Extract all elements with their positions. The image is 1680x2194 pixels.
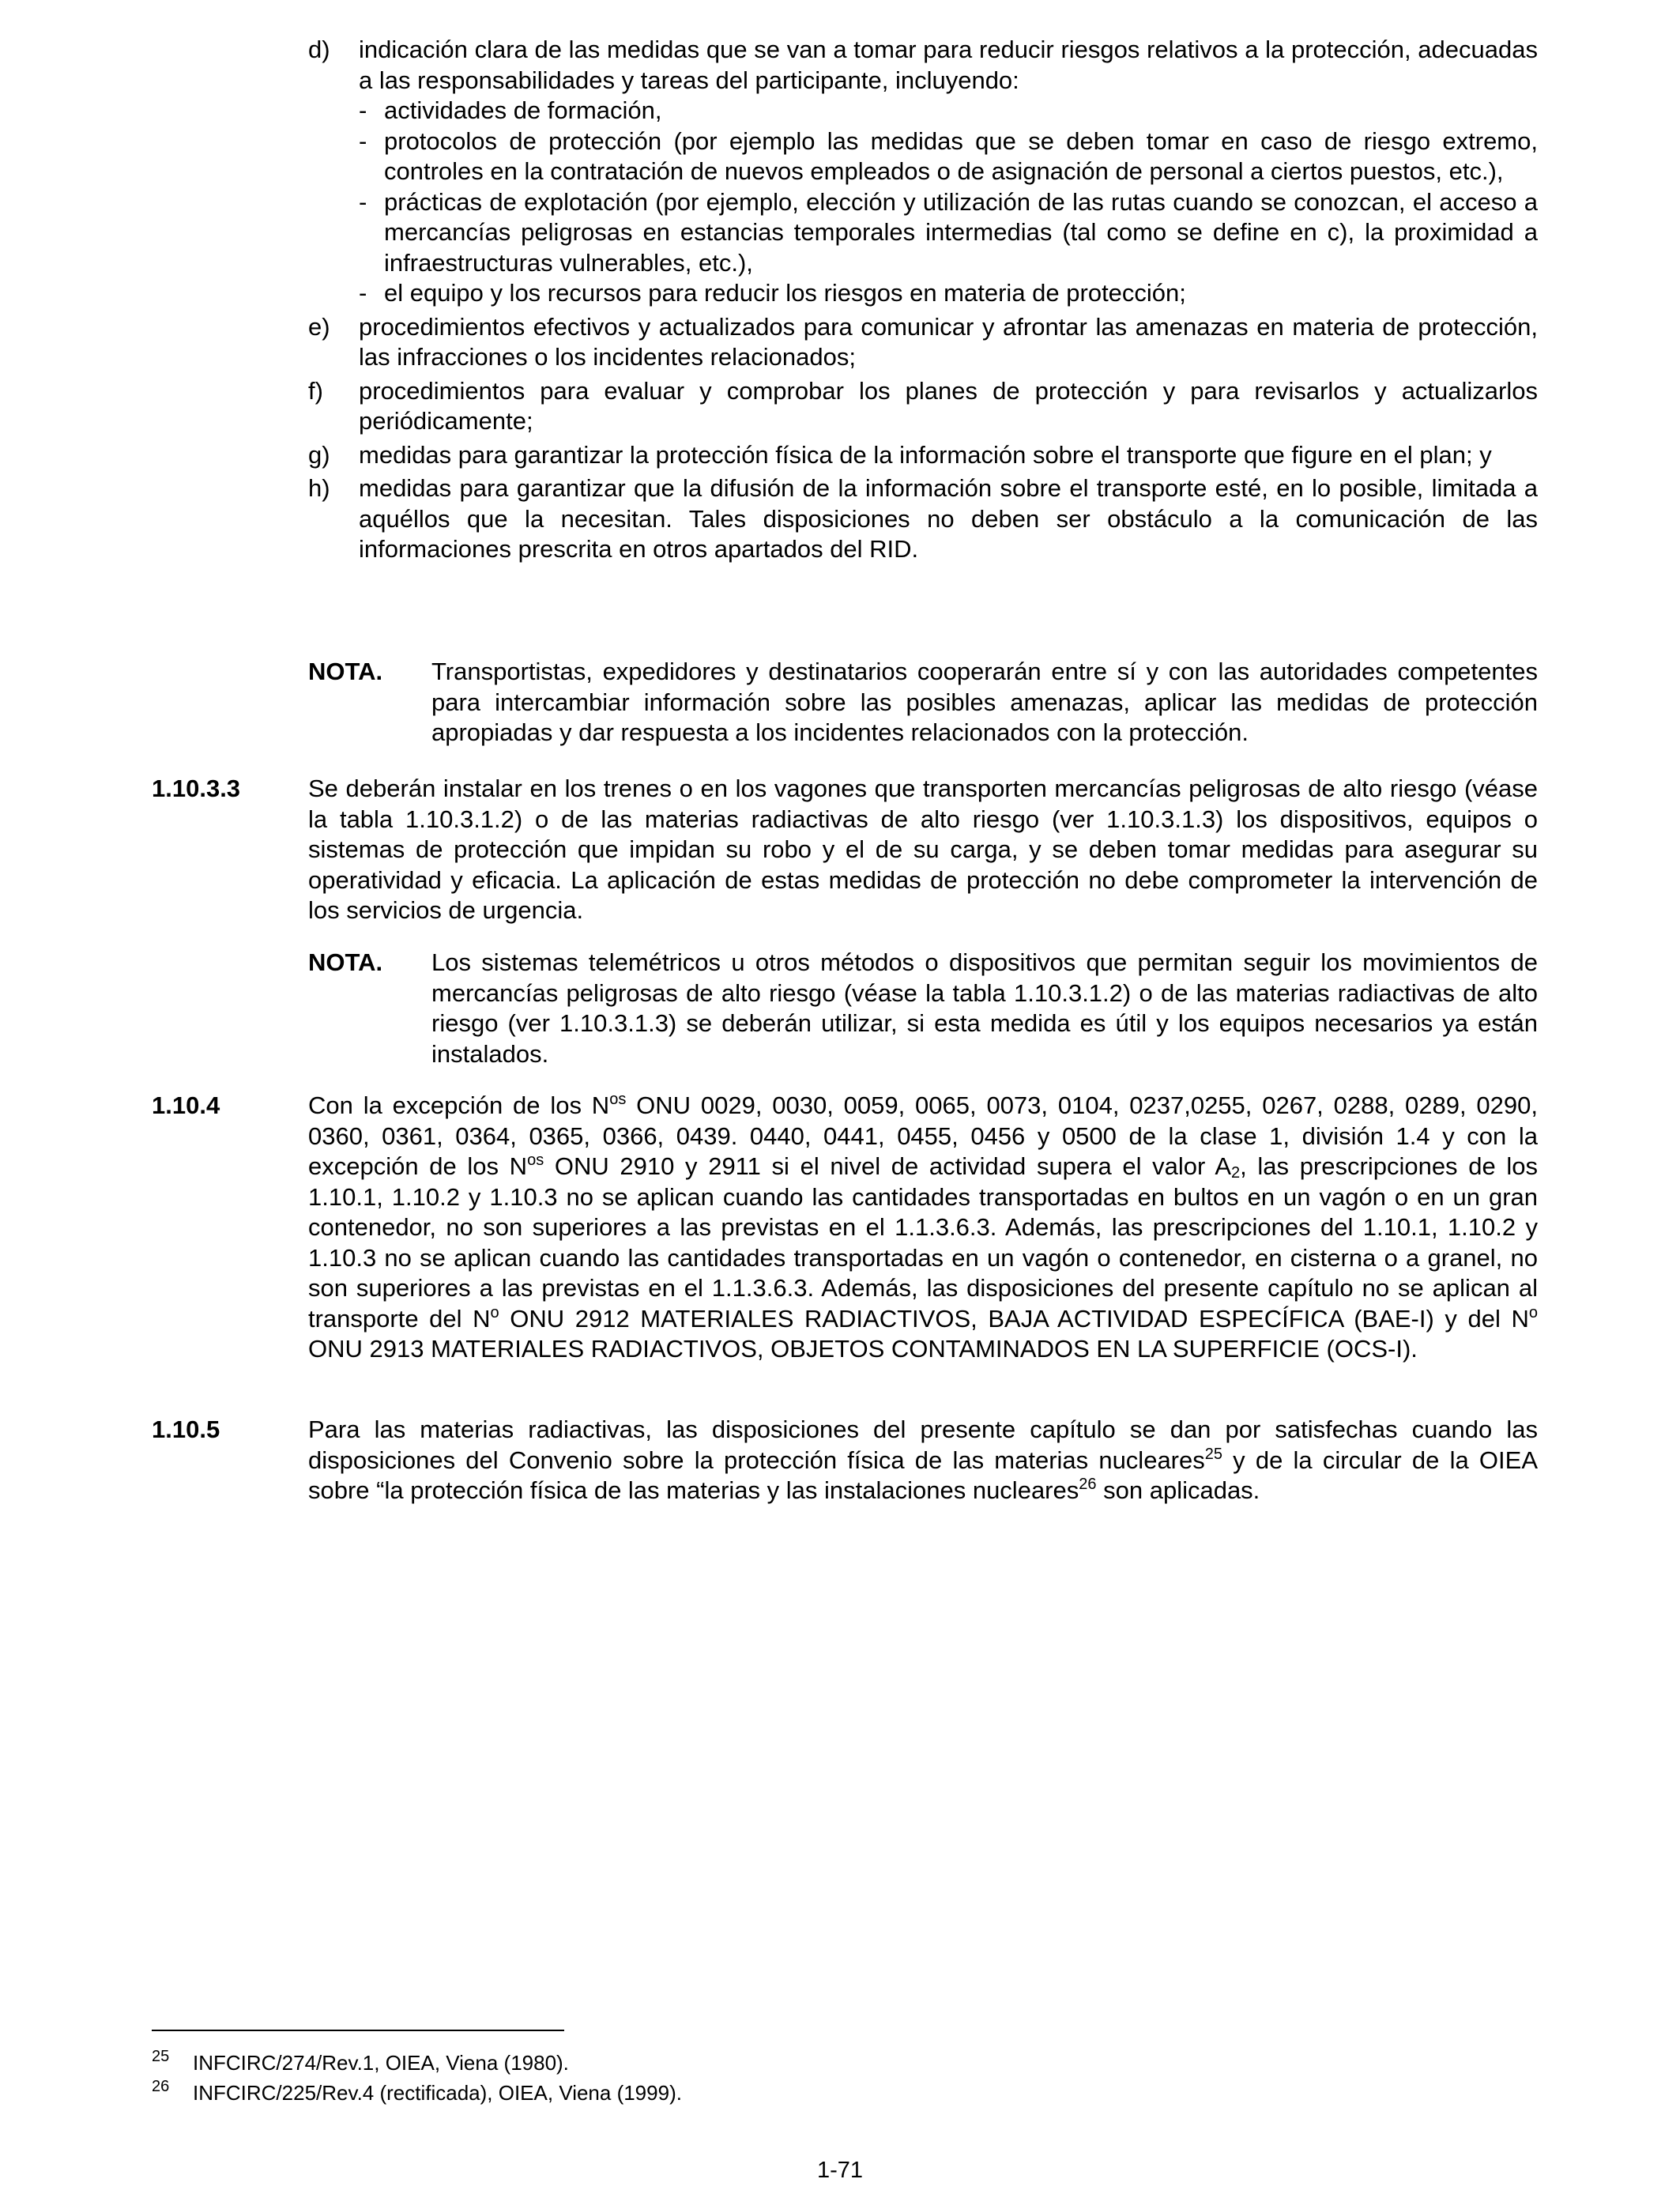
list-label: g) [308,440,330,469]
section-text: Se deberán instalar en los trenes o en los vagones que transporten mercancías peligrosas de alto riesgo (véase la tabla 1.10.3.1.2) o de las materias radiactivas de alto riesgo (ver 1.10.3.1.3) los dispositivos, equipos o sistemas de protección que impidan su robo y el de su carga, y se deben tomar medidas para asegurar su operatividad y eficacia. La aplicación de estas medidas de protección no debe comprometer la intervención de los servicios de urgencia. [308,775,1538,924]
footnote-divider [152,2030,564,2031]
list-text: medidas para garantizar que la difusión de la información sobre el transporte esté, en lo posible, limitada a aquéllos que la necesitan. Tales disposiciones no deben ser obstáculo a la comunicación de las informaciones prescrita en otros apartados del RID. [359,474,1538,563]
list-label: e) [308,312,330,341]
section-text: Con la excepción de los $N^{os}$ ONU 0029, 0030, 0059, 0065, 0073, 0104, 0237,0255, 0267, 0288, 0289, 0290, 0360, 0361, 0364, 0365, 0366, 0439. 0440, 0441, 0455, 0456 y 0500 de la clase 1, división 1.4 y con la excepción de los $N^{os}$ ONU 2910 y 2911 si el nivel de actividad supera el valor $A_2$, las prescripciones de los 1.10.1, 1.10.2 y 1.10.3 no se aplican cuando las cantidades transportadas en bultos en un vagón o en un gran contenedor, no son superiores a las previstas en el 1.1.3.6.3. Además, las prescripciones del 1.10.1, 1.10.2 y 1.10.3 no se aplican cuando las cantidades transportadas en un vagón o contenedor, en cisterna o a granel, no son superiores a las previstas en el 1.1.3.6.3. Además, las disposiciones del presente capítulo no se aplican al transporte del $N^o$ ONU 2912 MATERIALES RADIACTIVOS, BAJA ACTIVIDAD ESPECÍFICA (BAE-I) y del $N^o$ ONU 2913 MATERIALES RADIACTIVOS, OBJETOS CONTAMINADOS EN LA SUPERFICIE (OCS-I). [308,1091,1538,1363]
section-1-10-3-3 [152,774,1538,926]
list-text: procedimientos efectivos y actualizados para comunicar y afrontar las amenazas en materia de protección, las infracciones o los incidentes relacionados; [359,312,1538,371]
note-telemetry [308,948,1538,1069]
footnote-ref[interactable]: 25 [1204,1445,1222,1463]
list-text: indicación clara de las medidas que se van a tomar para reducir riesgos relativos a la protección, adecuadas a las responsabilidades y tareas del participante, incluyendo: [359,36,1538,94]
section-number: 1.10.4 [152,1091,220,1119]
footnote-ref[interactable]: 26 [1079,1476,1097,1493]
section-number: 1.10.3.3 [152,775,241,802]
section-text: Para las materias radiactivas, las disposiciones del presente capítulo se dan por satisfechas cuando las disposiciones del Convenio sobre la protección física de las materias nucleares$^{25}$ y de la circular de la OIEA sobre “la protección física de las materias y las instalaciones nucleares$^{26}$ son aplicadas. [308,1416,1538,1504]
note-cooperation [308,657,1538,748]
list-text: procedimientos para evaluar y comprobar los planes de protección y para revisarlos y actualizarlos periódicamente; [359,376,1538,435]
note-label: NOTA. [308,948,383,976]
list-item-d [308,35,1538,309]
list-label: d) [308,36,330,63]
list-label: f) [308,376,323,405]
note-label: NOTA. [308,658,383,685]
footnote-number: 26 [152,2078,170,2095]
footnote-26 [152,2080,682,2105]
list-item-g [308,440,1538,471]
list-label: h) [308,474,330,502]
footnote-text: INFCIRC/274/Rev.1, OIEA, Viena (1980). [193,2051,569,2075]
sub-item: - el equipo y los recursos para reducir los riesgos en materia de protección; [359,279,1186,307]
section-number: 1.10.5 [152,1416,220,1443]
list-text: medidas para garantizar la protección física de la información sobre el transporte que figure en el plan; y [359,440,1492,469]
section-1-10-5 [152,1415,1538,1506]
list-item-f [308,376,1538,437]
note-text: Transportistas, expedidores y destinatarios cooperarán entre sí y con las autoridades competentes para intercambiar información sobre las posibles amenazas, aplicar las medidas de protección apropiadas y dar respuesta a los incidentes relacionados con la protección. [431,658,1538,746]
footnote-25 [152,2050,569,2075]
footnote-number: 25 [152,2048,170,2065]
measures-list [308,35,1538,565]
sub-item: - prácticas de explotación (por ejemplo, elección y utilización de las rutas cuando se conozcan, el acceso a mercancías peligrosas en estancias temporales intermedias (tal como se define en c), la proximidad a infraestructuras vulnerables, etc.), [359,187,1538,277]
footnote-text: INFCIRC/225/Rev.4 (rectificada), OIEA, Viena (1999). [193,2081,682,2105]
list-item-h [308,473,1538,565]
sub-item: - protocolos de protección (por ejemplo las medidas que se deben tomar en caso de riesgo extremo, controles en la contratación de nuevos empleados o de asignación de personal a ciertos puestos, etc.), [359,126,1538,185]
note-text: Los sistemas telemétricos u otros métodos o dispositivos que permitan seguir los movimientos de mercancías peligrosas de alto riesgo (véase la tabla 1.10.3.1.2) o de las materias radiactivas de alto riesgo (ver 1.10.3.1.3) se deberán utilizar, si esta medida es útil y los equipos necesarios ya están instalados. [431,948,1538,1068]
sub-item: - actividades de formación, [359,96,662,124]
section-1-10-4 [152,1091,1538,1365]
list-item-e [308,312,1538,373]
page-number: 1-71 [816,2158,864,2183]
